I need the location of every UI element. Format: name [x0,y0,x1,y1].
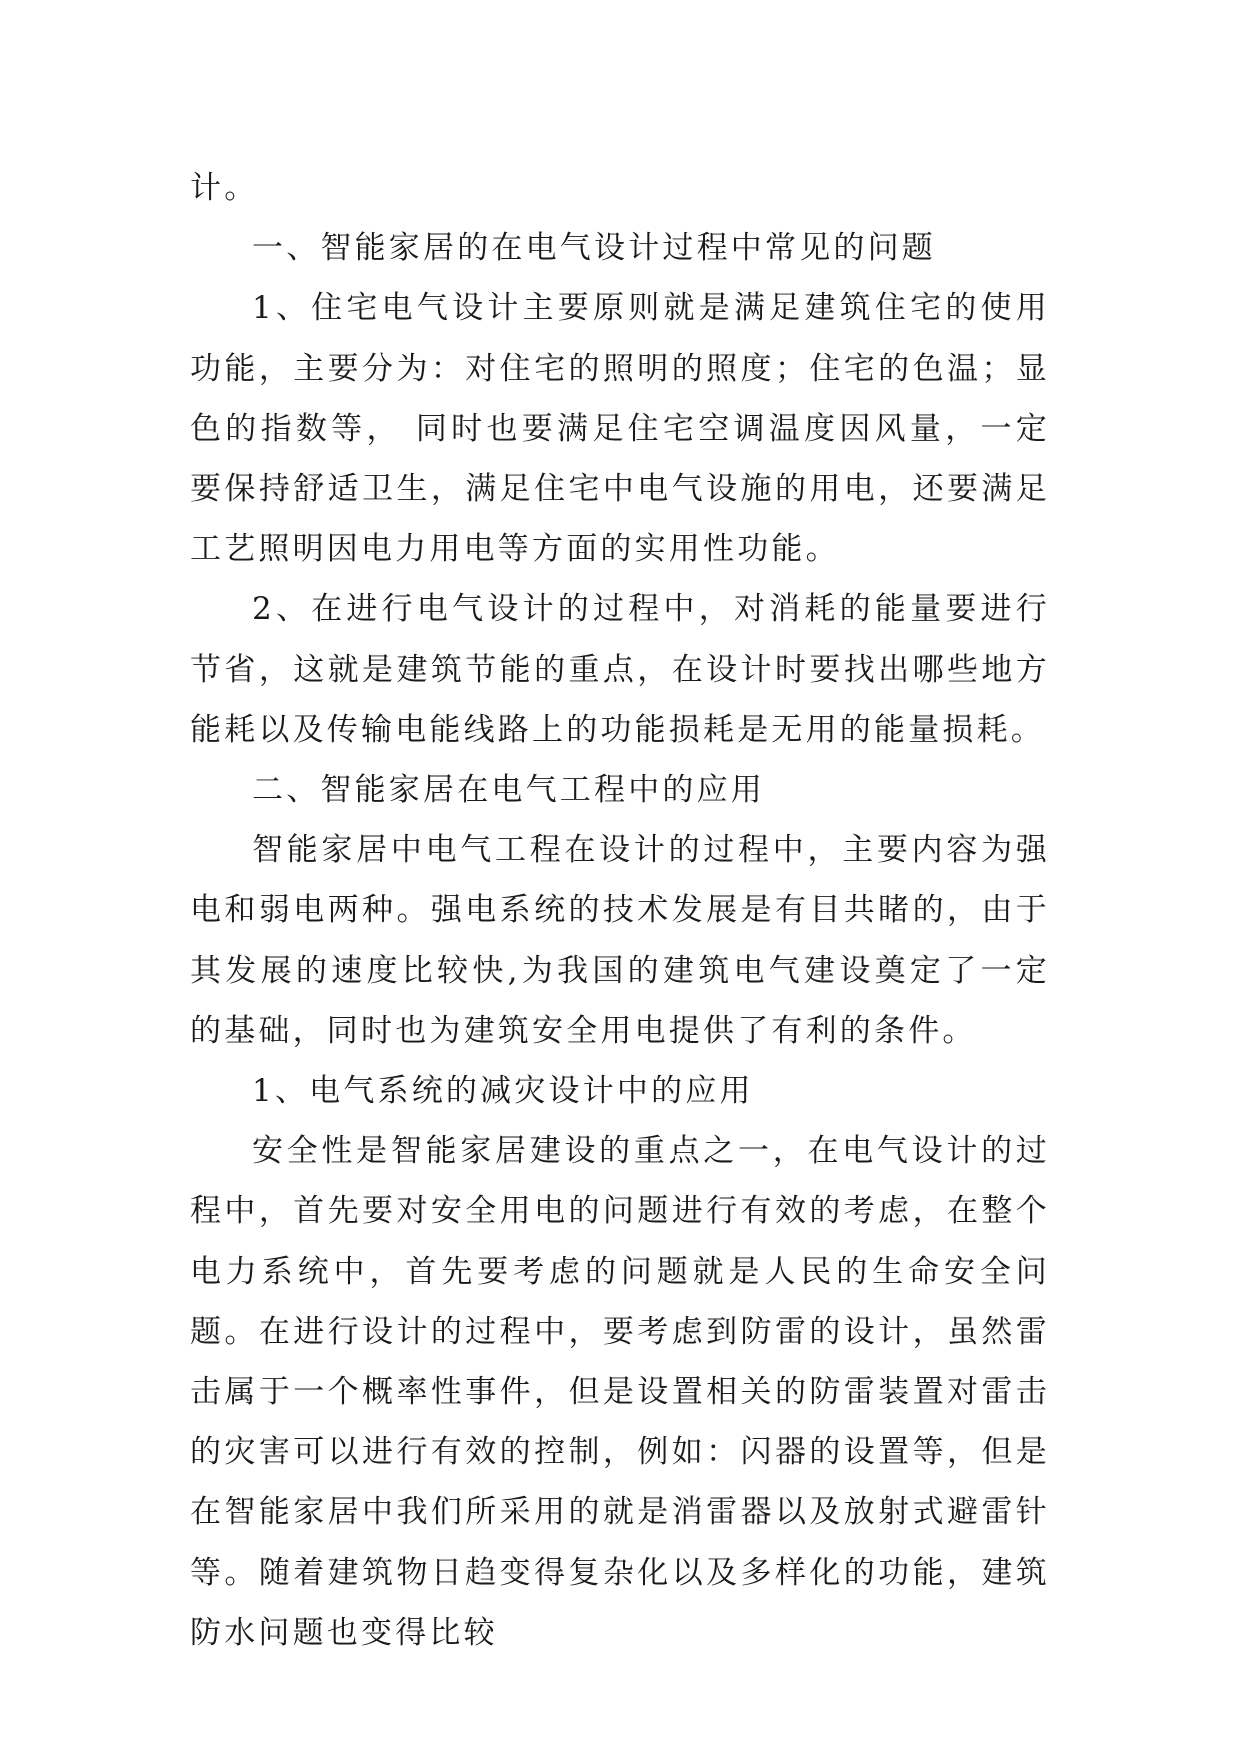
subsection-heading-1: 1、电气系统的减灾设计中的应用 [252,1073,754,1110]
body-text [190,158,1050,1663]
paragraph-point-1: 1、住宅电气设计主要原则就是满足建筑住宅的使用功能，主要分为：对住宅的照明的照度；住宅的色温；显色的指数等， 同时也要满足住宅空调温度因风量，一定要保持舒适卫生，满足住宅中电气设施的用电，还要满足工艺照明因电力用电等方面的实用性功能。 [190,290,1050,568]
paragraph-safety: 安全性是智能家居建设的重点之一，在电气设计的过程中，首先要对安全用电的问题进行有效的考虑，在整个电力系统中，首先要考虑的问题就是人民的生命安全问题。在进行设计的过程中，要考虑到防雷的设计，虽然雷击属于一个概率性事件，但是设置相关的防雷装置对雷击的灾害可以进行有效的控制，例如：闪器的设置等，但是在智能家居中我们所采用的就是消雷器以及放射式避雷针等。随着建筑物日趋变得复杂化以及多样化的功能，建筑防水问题也变得比较 [190,1133,1050,1651]
paragraph-point-2: 2、在进行电气设计的过程中，对消耗的能量要进行节省，这就是建筑节能的重点，在设计时要找出哪些地方能耗以及传输电能线路上的功能损耗是无用的能量损耗。 [190,591,1050,748]
section-heading-1: 一、智能家居的在电气设计过程中常见的问题 [252,230,936,267]
paragraph-continuation: 计。 [190,170,259,206]
paragraph-intro: 智能家居中电气工程在设计的过程中，主要内容为强电和弱电两种。强电系统的技术发展是有目共睹的，由于其发展的速度比较快,为我国的建筑电气建设奠定了一定的基础，同时也为建筑安全用电提供了有利的条件。 [190,832,1050,1049]
section-heading-2: 二、智能家居在电气工程中的应用 [252,772,765,809]
